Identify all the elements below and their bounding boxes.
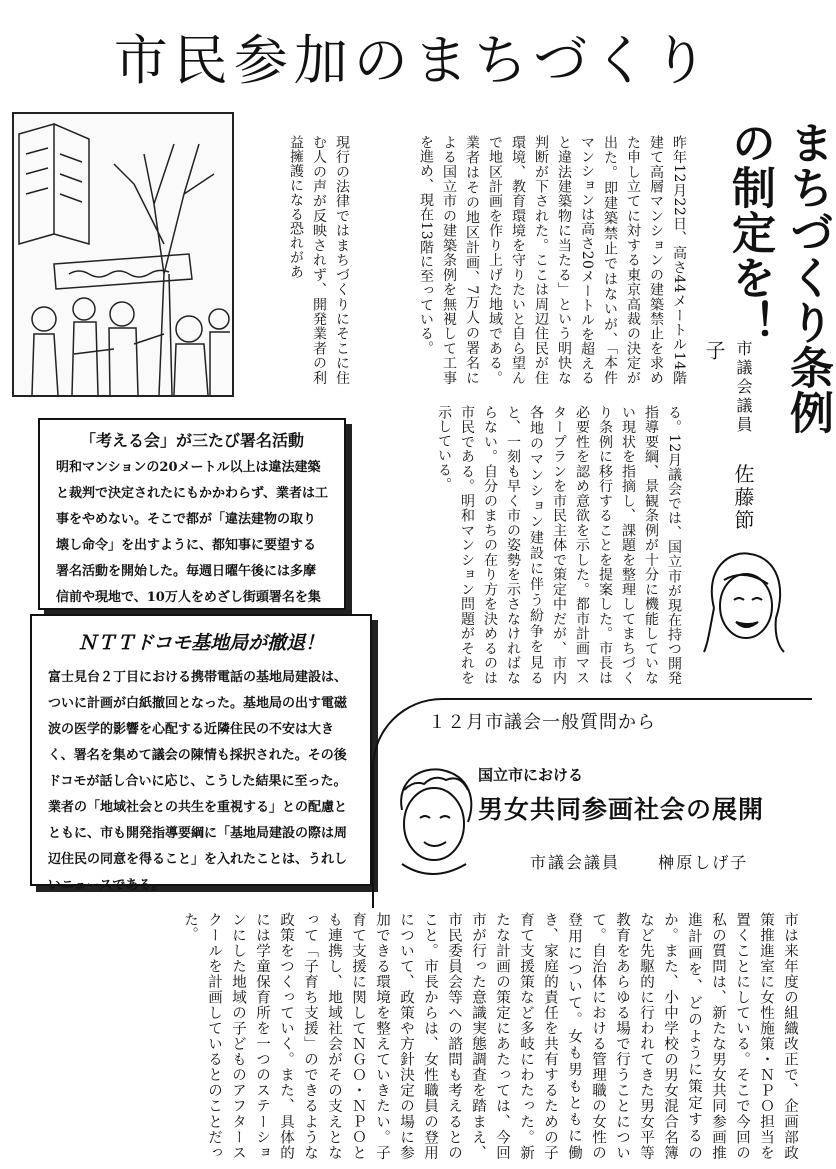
section2-heading: １２月市議会一般質問から xyxy=(420,708,664,734)
campaign-body: 明和マンションの20メートル以上は違法建築と裁判で決定されたにもかかわらず、業者は工事をやめない。そこで都が「違法建物の取り壊し命令」を出すように、都知事に要望する署名活動を開始した。毎週日曜午後には多摩信前や現地で、10万人をめざし街頭署名を集 xyxy=(56,460,328,605)
ntt-title: ＮＴＴドコモ基地局が撤退！ xyxy=(77,632,325,654)
byline-name: 榊原しげ子 xyxy=(658,853,749,872)
article2-body: 市は来年度の組織改正で、企画部政策推進室に女性施策・ＮＰＯ担当を置くことにしている。そこで今回の私の質問は、新たな男女共同参画推進計画を、どのように策定するのか。また、小中学校の男女混合名簿など先駆的に行われてきた男女平等教育をあらゆる場で行うことについて。自治体における管理職の女性の登用について。女も男もともに働き、家庭的責任を共有するための子育て支援策など多岐にわたった。新たな計画の策定にあたっては、今回市が行った意識実態調査を踏まえ、市民委員会等への諮問も考えるとのこと。市長からは、女性職員の登用について、政策や方針決定の場に参加できる環境を整えていきたい。子育て支援に関してＮＧＯ・ＮＰＯとも連携し、地域社会がその支えとなって「子育ち支援」のできるような政策をつくっていく。また、具体的には学童保育所を一つのステーションにした地域の子どものアフタースクールを計画しているとのことだった。 xyxy=(182,912,798,1160)
article1-body-continued: 現行の法律ではまちづくりにそこに住む人の声が反映されず、開発業者の利益擁護になる恐れがあ xyxy=(288,135,350,385)
author-portrait xyxy=(700,548,788,656)
ntt-body: 富士見台２丁目における携帯電話の基地局建設は、ついに計画が白紙撤回となった。基地局の出す電磁波の医学的影響を心配する近隣住民の不安は大きく、署名を集めて議会の陳情も採択された。その後ドコモが話し合いに応じ、こうした結果に至った。業者の「地域社会との共生を重視する」との配慮とともに、市も開発指導要綱に「基地局建設の際は周辺住民の同意を得ること」を入れたことは、うれしいニュースである。 xyxy=(48,670,348,893)
author-portrait xyxy=(382,760,490,880)
article1-byline xyxy=(700,340,758,540)
ntt-notice-box xyxy=(30,614,372,893)
article1-body: 昨年12月22日、高さ44メートル14階建て高層マンションの建築禁止を求めた申し立てに対する東京高裁の決定が出た。即建築禁止ではないが、「本件マンションは高さ20メートルを超えると違法建築物に当たる」という明快な判断が下された。ここは周辺住民が住環境、教育環境を守りたいと自ら望んで地区計画を作り上げた地域である。業者はその地区計画、7万人の署名による国立市の建築条例を無視して工事を進め、現在13階に至っている。 xyxy=(418,135,687,385)
article2-headline: 男女共同参画社会の展開 xyxy=(478,795,765,824)
campaign-title: 「考える会」が三たび署名活動 xyxy=(79,431,304,450)
article1-body-lower: る。12月議会では、国立市が現在持つ開発指導要綱、景観条例が十分に機能していない現状を指摘し、課題を整理してまちづくり条例に移行することを提案した。市長は必要性を認め意欲を示した。都市計画マスタープランを市民主体で策定中だが、市内各地のマンション建設に伴う紛争を見ると、一刻も早く市の姿勢を示さなければならない。自分のまちの在り方を決めるのは市民である。明和マンション問題がそれを示している。 xyxy=(436,405,682,685)
page-title: 市民参加のまちづくり xyxy=(113,29,714,92)
protest-illustration xyxy=(12,112,234,397)
byline-name: 佐藤節子 xyxy=(702,340,755,533)
article2-kicker: 国立市における xyxy=(478,766,584,784)
byline-title: 市議会議員 xyxy=(530,853,621,872)
campaign-notice-box xyxy=(38,418,346,610)
article1-headline: まちづくり条例の制定を！ xyxy=(724,120,833,435)
article2-byline xyxy=(530,850,748,873)
byline-title: 市議会議員 xyxy=(734,340,753,435)
